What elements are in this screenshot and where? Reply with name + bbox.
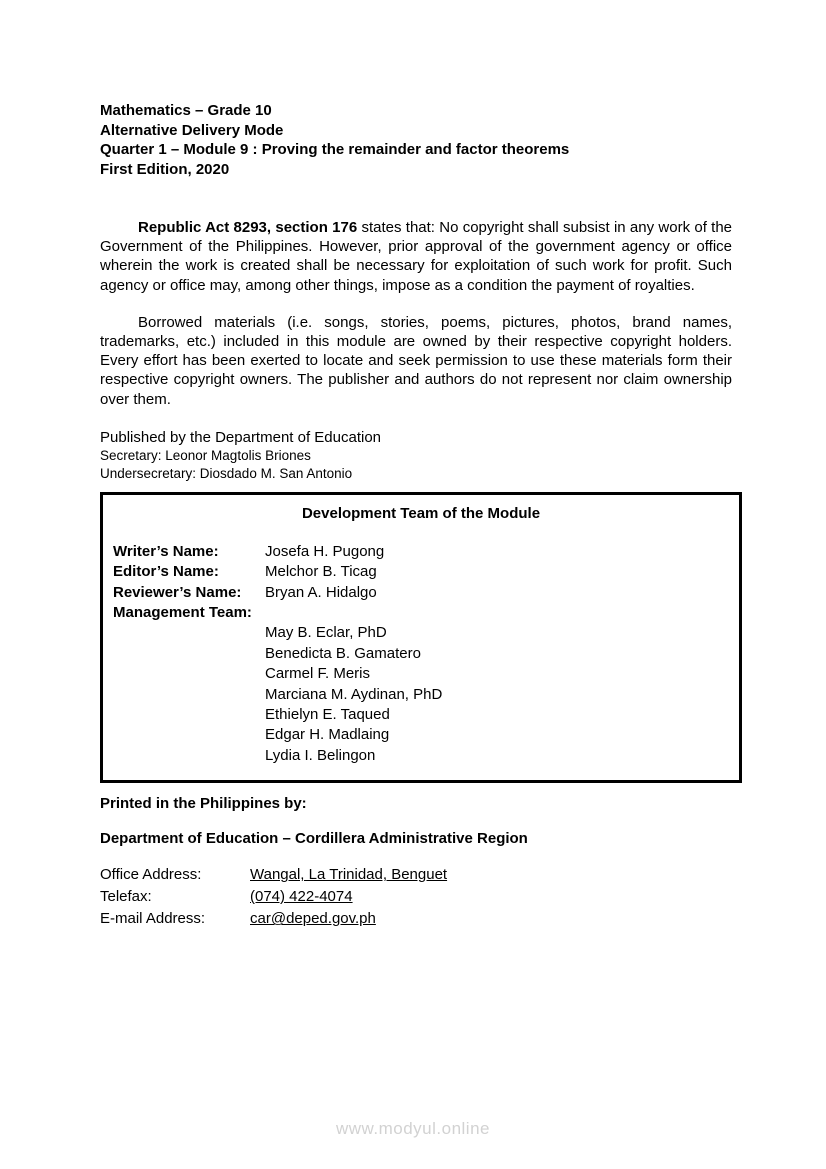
email-value: car@deped.gov.ph (250, 910, 376, 928)
department-region-line: Department of Education – Cordillera Administrative Region (100, 830, 528, 848)
header-delivery-mode: Alternative Delivery Mode (100, 121, 284, 139)
reviewer-name: Bryan A. Hidalgo (265, 583, 377, 601)
printed-by-line: Printed in the Philippines by: (100, 795, 307, 813)
borrowed-materials-paragraph: Borrowed materials (i.e. songs, stories, poems, pictures, photos, brand names, trademarks, etc.) included in this module are owned by their respective copyright holders. Every effort has been exerted to locate and seek permission to use these materials form their respective copyright owners. The publisher and authors do not represent nor claim ownership over them. (100, 313, 732, 408)
development-team-box (100, 492, 742, 783)
office-address-label: Office Address: (100, 866, 202, 884)
telefax-row (100, 886, 732, 908)
management-member: May B. Eclar, PhD (265, 624, 387, 642)
management-member: Benedicta B. Gamatero (265, 644, 421, 662)
telefax-value: (074) 422-4074 (250, 888, 353, 906)
reviewer-label: Reviewer’s Name: (113, 583, 242, 601)
development-team-rows (113, 542, 729, 624)
header-module-title: Quarter 1 – Module 9 : Proving the remainder and factor theorems (100, 141, 570, 158)
editor-row (113, 562, 729, 582)
copyright-paragraph (100, 218, 732, 295)
telefax-label: Telefax: (100, 888, 152, 906)
email-row (100, 908, 732, 930)
copyright-paragraph-text: states that: No copyright shall subsist in any work of the Government of the Philippines. However, prior approval of the government agency or office wherein the work is created shall be necessary for exploitation of such work for profit. Such agency or office may, among other things, impose as a condition the payment of royalties. (100, 219, 733, 294)
management-member: Ethielyn E. Taqued (265, 706, 390, 724)
management-member: Carmel F. Meris (265, 665, 371, 683)
header-subject-grade: Mathematics – Grade 10 (100, 102, 272, 119)
management-team-row (113, 603, 729, 623)
undersecretary-line: Undersecretary: Diosdado M. San Antonio (100, 465, 353, 481)
reviewer-row (113, 583, 729, 603)
edition-header (100, 101, 732, 179)
writer-label: Writer’s Name: (113, 542, 219, 560)
management-team-label: Management Team: (113, 604, 252, 622)
editor-label: Editor’s Name: (113, 563, 219, 581)
management-members-list (113, 623, 729, 766)
editor-name: Melchor B. Ticag (265, 563, 377, 581)
email-label: E-mail Address: (100, 910, 206, 928)
development-team-title: Development Team of the Module (301, 504, 541, 522)
management-team-value (265, 603, 729, 623)
office-address-row (100, 864, 732, 886)
content-column (100, 0, 732, 930)
published-by-line: Published by the Department of Education (100, 428, 382, 446)
writer-name: Josefa H. Pugong (265, 542, 385, 560)
republic-act-lead: Republic Act 8293, section 176 (138, 219, 358, 236)
header-edition: First Edition, 2020 (100, 160, 230, 178)
secretary-line: Secretary: Leonor Magtolis Briones (100, 447, 311, 463)
contact-block (100, 864, 732, 930)
management-member: Edgar H. Madlaing (265, 726, 390, 744)
management-member: Marciana M. Aydinan, PhD (265, 685, 443, 703)
management-member: Lydia I. Belingon (265, 746, 376, 764)
writer-row (113, 542, 729, 562)
site-watermark: www.modyul.online (335, 1119, 490, 1138)
office-address-value: Wangal, La Trinidad, Benguet (250, 866, 448, 884)
